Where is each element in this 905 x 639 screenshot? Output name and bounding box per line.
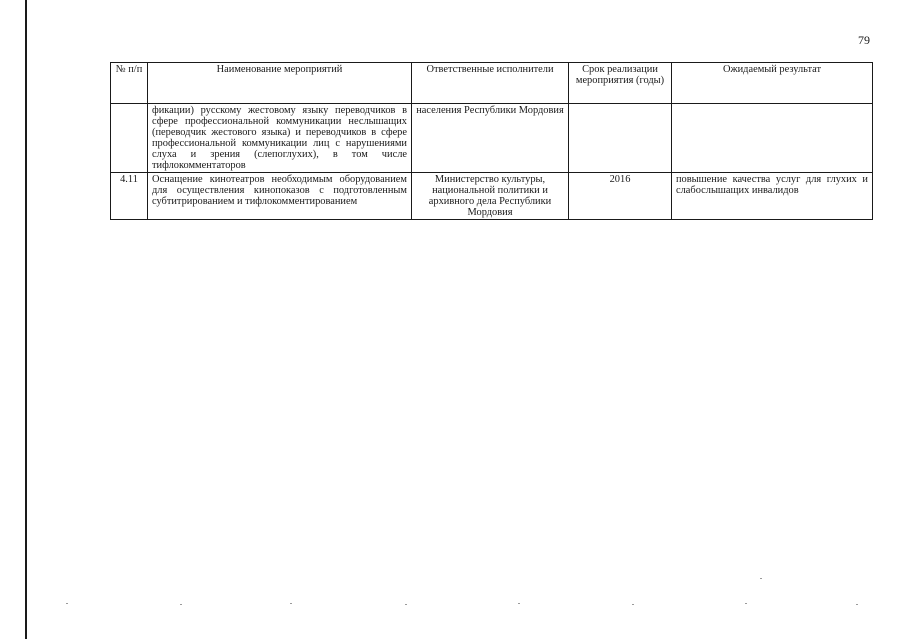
page-margin-rule xyxy=(25,0,27,639)
events-table xyxy=(110,62,873,220)
row-name: Оснащение кинотеатров необходимым оборудованием для осуществления кинопоказов с подготовленным субтитрированием и тифлокомментированием xyxy=(148,173,412,220)
scan-speck xyxy=(760,578,762,579)
row-num: 4.11 xyxy=(111,173,148,220)
scan-speck xyxy=(632,604,634,605)
row-name: фикации) русскому жестовому языку переводчиков в сфере профессиональной коммуникации неслышащих (переводчик жестового языка) и переводчиков в сфере профессиональной коммуникации лиц с нарушениями слуха и зрения (слепоглухих), в том числе тифлокомментаторов xyxy=(148,104,412,173)
scan-speck xyxy=(745,603,747,604)
row-executors: населения Республики Мордовия xyxy=(412,104,569,173)
row-result: повышение качества услуг для глухих и слабослышащих инвалидов xyxy=(672,173,873,220)
row-term: 2016 xyxy=(569,173,672,220)
header-result: Ожидаемый результат xyxy=(672,63,873,104)
scan-speck xyxy=(518,603,520,604)
scan-speck xyxy=(180,604,182,605)
page-number: 79 xyxy=(858,33,870,47)
scan-speck xyxy=(290,603,292,604)
header-num: № п/п xyxy=(111,63,148,104)
row-result xyxy=(672,104,873,173)
header-term: Срок реализации мероприятия (годы) xyxy=(569,63,672,104)
header-name: Наименование мероприятий xyxy=(148,63,412,104)
table-header-row xyxy=(111,63,873,104)
table-row xyxy=(111,104,873,173)
row-term xyxy=(569,104,672,173)
scan-speck xyxy=(66,603,68,604)
scan-speck xyxy=(856,604,858,605)
row-executors: Министерство культуры, национальной политики и архивного дела Республики Мордовия xyxy=(412,173,569,220)
scan-speck xyxy=(405,604,407,605)
table-row xyxy=(111,173,873,220)
row-num xyxy=(111,104,148,173)
header-executors: Ответственные исполнители xyxy=(412,63,569,104)
